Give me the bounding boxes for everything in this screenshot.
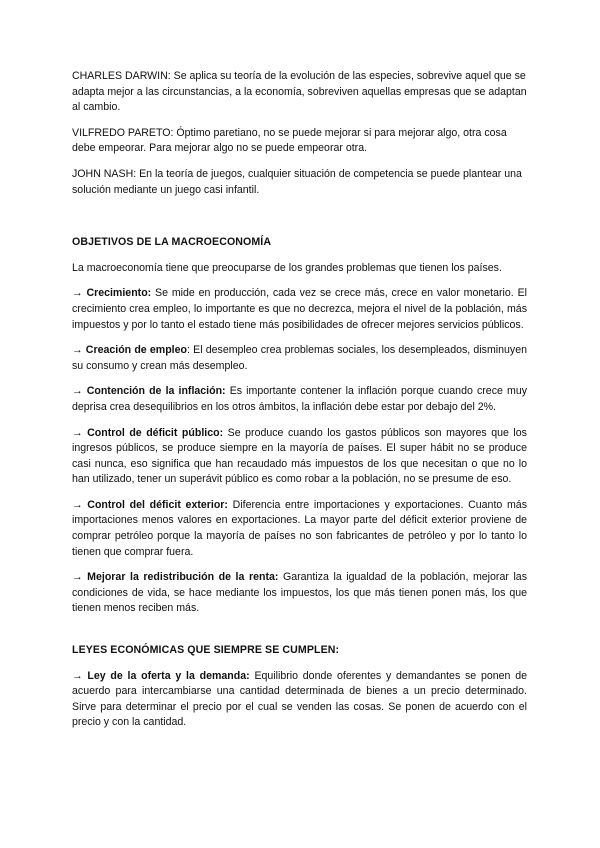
arrow-icon: →: [72, 669, 83, 682]
term-crecimiento: Crecimiento:: [86, 287, 152, 300]
text-deficit-publico: Se produce cuando los gastos públicos son mayores que los ingresos públicos, se produce siempre en la mayoría de países. El super hábit no se produce casi nunca, eso significa que han recaudado más impuestos de los que necesitan o que no lo han utilizado, tener un superávit público es como robar a la población, no se presume de eso.: [72, 426, 527, 486]
text-empleo: : El desempleo crea problemas sociales, los desempleados, disminuyen su consumo y crean más desempleo.: [72, 344, 528, 372]
item-deficit-exterior: [72, 498, 527, 560]
term-deficit-exterior: Control del déficit exterior:: [87, 498, 228, 511]
term-redistribucion: Mejorar la redistribución de la renta:: [87, 571, 279, 584]
text-redistribucion: Garantiza la igualdad de la población, mejorar las condiciones de vida, se hace mediante los impuestos, los que más tienen ponen más, los que tienen menos reciben más.: [72, 571, 527, 615]
macro-section: [72, 261, 527, 617]
paragraph-darwin: CHARLES DARWIN: Se aplica su teoría de la evolución de las especies, sobrevive aquel que se adapta mejor a las circunstancias, a la economía, sobreviven aquellas empresas que se adaptan al cambio.: [72, 70, 527, 114]
item-empleo: [72, 343, 527, 374]
paragraph-pareto: VILFREDO PARETO: Óptimo paretiano, no se puede mejorar si para mejorar algo, otra cosa debe empeorar. Para mejorar algo no se puede empeorar otra.: [72, 126, 507, 155]
term-deficit-publico: Control de déficit público:: [87, 426, 224, 439]
item-crecimiento: [72, 286, 527, 333]
arrow-icon: →: [72, 498, 83, 511]
laws-section: [72, 669, 527, 731]
arrow-icon: →: [72, 344, 83, 357]
item-redistribucion: [72, 570, 527, 617]
item-inflacion: [72, 384, 527, 415]
text-oferta-demanda: Equilibrio donde oferentes y demandantes se ponen de acuerdo para intercambiarse una cantidad determinada de bienes a un precio determinado. Sirve para determinar el precio por el cual se venden las cosas. Se ponen de acuerdo con el precio y con la cantidad.: [72, 669, 527, 729]
term-empleo: Creación de empleo: [85, 344, 187, 357]
term-inflacion: Contención de la inflación:: [86, 385, 226, 398]
text-crecimiento: Se mide en producción, cada vez se crece más, crece en valor monetario. El crecimiento crea empleo, lo importante es que no decrezca, mejora el nivel de la población, más impuestos y por lo tanto el estado tiene más posibilidades de ofrecer mejores servicios públicos.: [72, 287, 527, 331]
text-inflacion: Es importante contener la inflación porque cuando crece muy deprisa crea desequilibrios en los otros ámbitos, la inflación debe estar por debajo del 2%.: [72, 385, 528, 413]
paragraph-nash: JOHN NASH: En la teoría de juegos, cualquier situación de competencia se puede plantear una solución mediante un juego casi infantil.: [72, 167, 522, 196]
arrow-icon: →: [72, 287, 83, 300]
heading-macro-objectives: OBJETIVOS DE LA MACROECONOMÍA: [72, 236, 272, 249]
item-deficit-publico: [72, 426, 527, 488]
heading-economic-laws: LEYES ECONÓMICAS QUE SIEMPRE SE CUMPLEN:: [72, 644, 340, 657]
term-oferta-demanda: Ley de la oferta y la demanda:: [87, 669, 250, 682]
item-oferta-demanda: [72, 669, 527, 731]
document-page: [72, 69, 527, 731]
macro-lead: La macroeconomía tiene que preocuparse de los grandes problemas que tienen los países.: [72, 261, 502, 274]
arrow-icon: →: [72, 385, 83, 398]
intro-section: [72, 69, 527, 198]
arrow-icon: →: [72, 426, 83, 439]
text-deficit-exterior: Diferencia entre importaciones y exportaciones. Cuanto más importaciones menos valores en exportaciones. La mayor parte del déficit exterior proviene de comprar petróleo porque la mayoría de países no son fabricantes de petróleo y por lo tanto lo tienen que comprar fuera.: [72, 498, 527, 558]
arrow-icon: →: [72, 571, 83, 584]
